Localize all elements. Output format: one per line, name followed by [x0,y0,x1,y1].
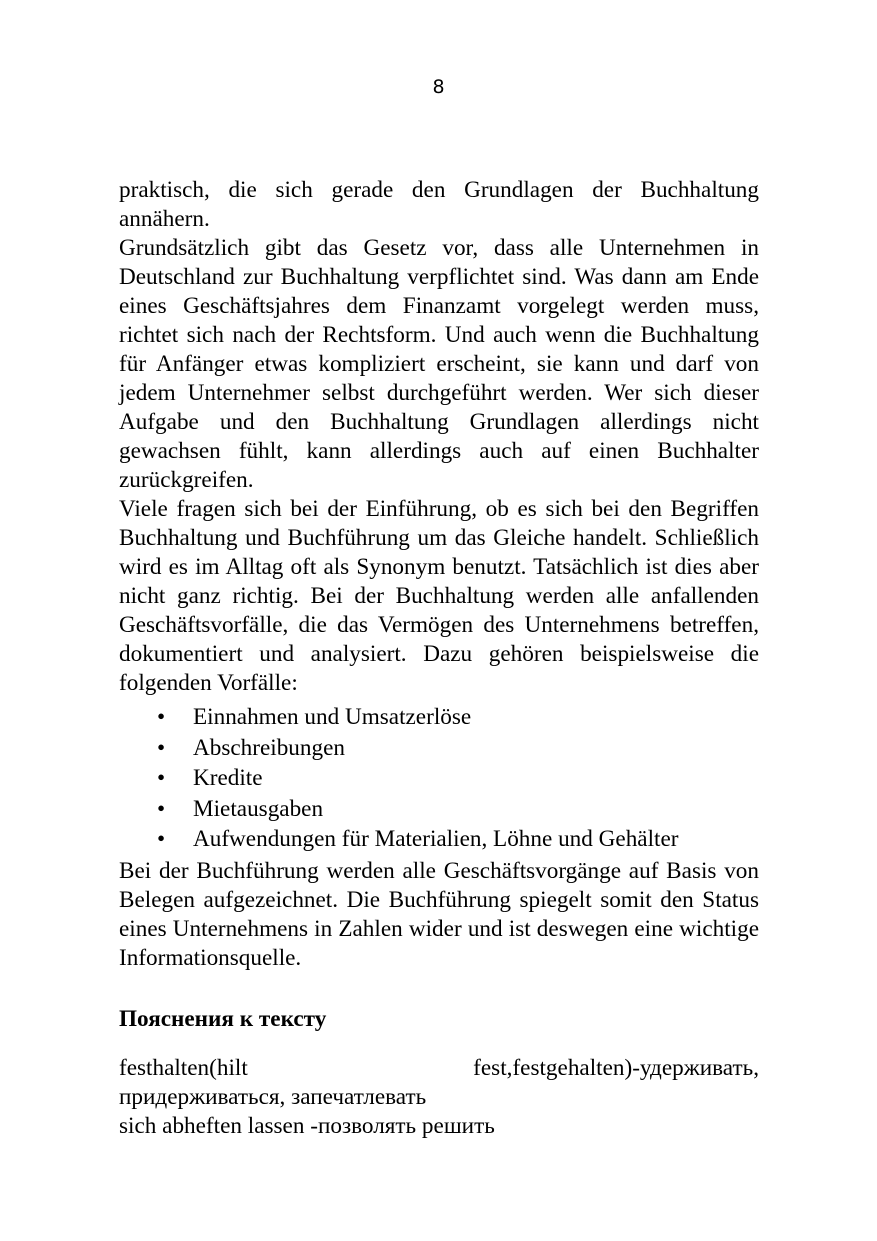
document-body [119,176,759,1141]
glossary-entry-1 [119,1054,759,1083]
list-item [119,733,759,764]
list-item-text: Mietausgaben [193,795,324,822]
glossary-entry-1-continuation: придерживаться, запечатлевать [119,1083,427,1110]
list-item [119,824,759,855]
bullet-icon: • [157,704,166,730]
page-number: 8 [432,76,445,98]
paragraph-3: Viele fragen sich bei der Einführung, ob es sich bei den Begriffen Buchhaltung und Buchführung um das Gleiche handelt. Schließlich wird es im Alltag oft als Synonym benutzt. Tatsächlich ist dies aber nicht ganz richtig. Bei der Buchhaltung werden alle anfallenden Geschäftsvorfälle, die das Vermögen des Unternehmens betreffen, dokumentiert und analysiert. Dazu gehören beispielsweise die folgenden Vorfälle: [119,496,759,696]
list-item-text: Kredite [193,765,263,791]
bullet-icon: • [157,734,166,761]
paragraph-2: Grundsätzlich gibt das Gesetz vor, dass alle Unternehmen in Deutschland zur Buchhaltung verpflichtet sind. Was dann am Ende eines Geschäftsjahres dem Finanzamt vorgelegt werden muss, richtet sich nach der Rechtsform. Und auch wenn die Buchhaltung für Anfänger etwas kompliziert erscheint, sie kann und darf von jedem Unternehmer selbst durchgeführt werden. Wer sich dieser Aufgabe und den Buchhaltung Grundlagen allerdings nicht gewachsen fühlt, kann allerdings auch auf einen Buchhalter zurückgreifen. [119,235,759,493]
list-item-text: Einnahmen und Umsatzerlöse [193,704,472,730]
list-item [119,763,759,794]
bullet-list [119,702,759,855]
glossary-entry-2: sich abheften lassen -позволять решить [119,1112,495,1139]
glossary-term: festhalten(hilt [119,1054,248,1081]
section-heading: Пояснения к тексту [119,1005,327,1032]
list-item-text: Aufwendungen für Materialien, Löhne und Gehälter [193,826,679,852]
bullet-icon: • [157,795,166,822]
paragraph-1: praktisch, die sich gerade den Grundlagen der Buchhaltung annähern. [119,177,759,232]
list-item [119,794,759,825]
list-item [119,702,759,733]
bullet-icon: • [157,765,166,791]
glossary [119,1054,759,1141]
closing-paragraph: Bei der Buchführung werden alle Geschäftsvorgänge auf Basis von Belegen aufgezeichnet. Die Buchführung spiegelt somit den Status eines Unternehmens in Zahlen wider und ist deswegen eine wichtige Informationsquelle. [119,857,759,971]
glossary-definition: fest,festgehalten)-удерживать, [473,1054,759,1081]
bullet-icon: • [157,826,166,852]
list-item-text: Abschreibungen [193,734,345,761]
